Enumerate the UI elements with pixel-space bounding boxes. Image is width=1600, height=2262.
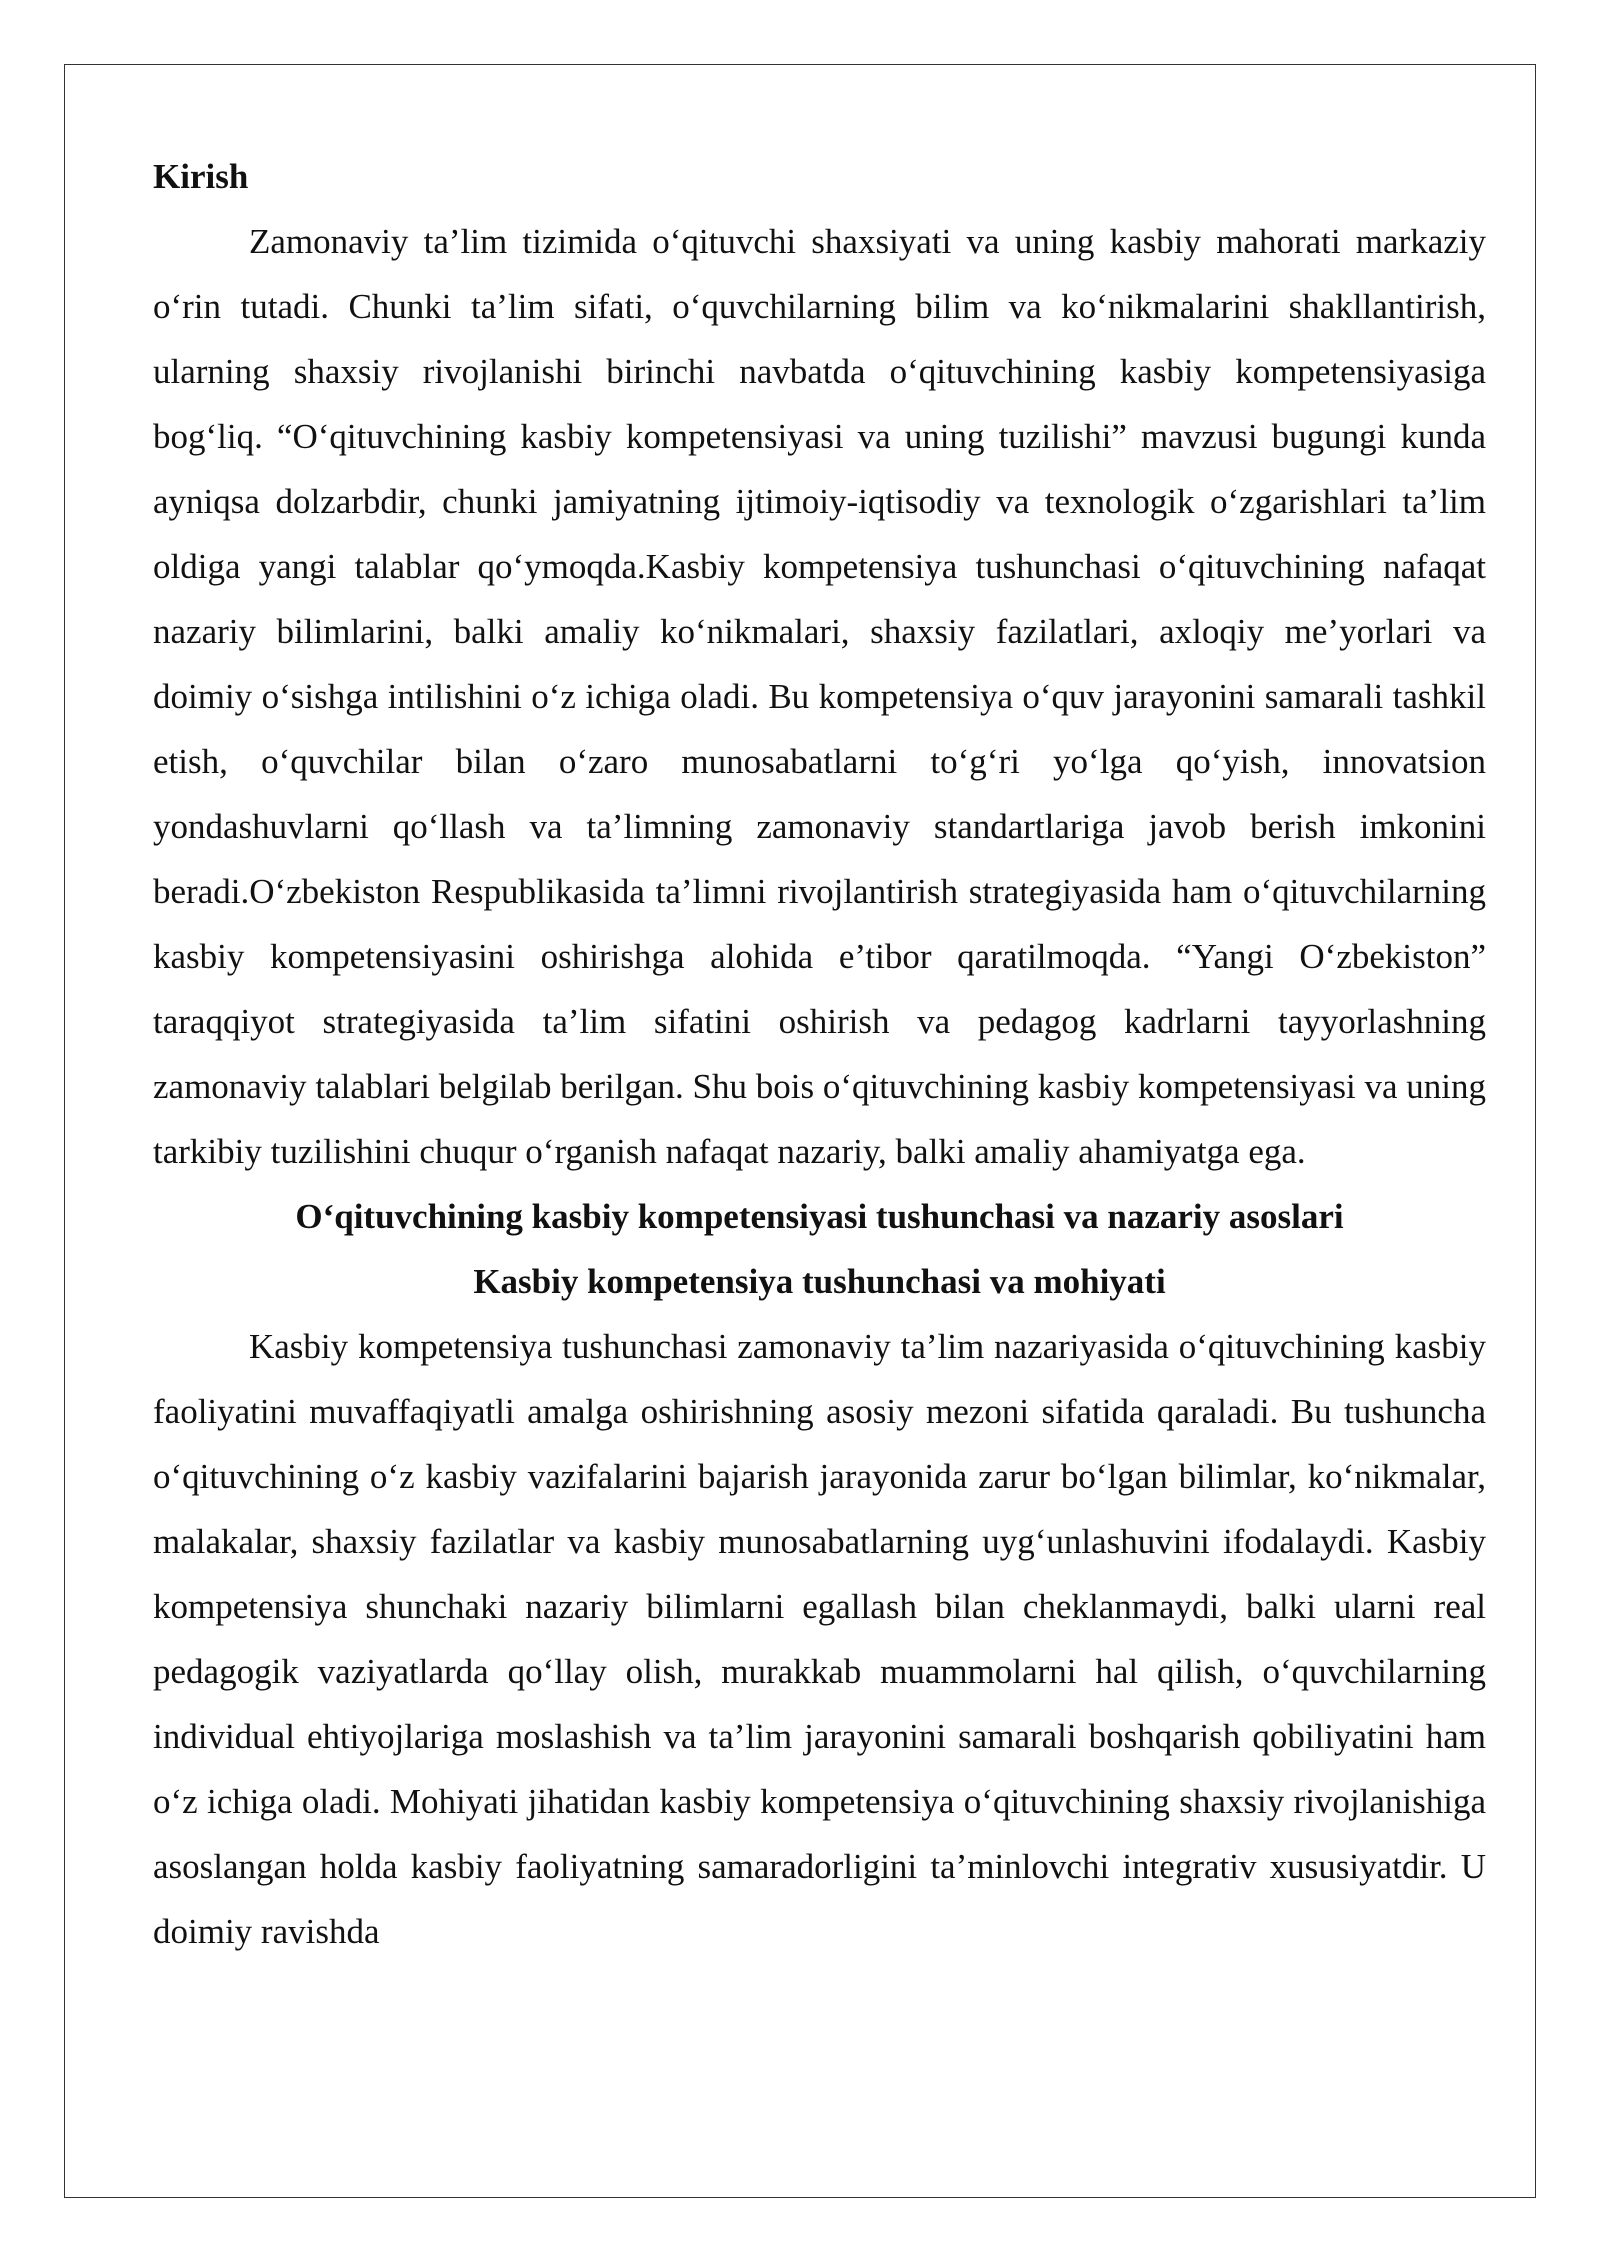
paragraph-intro: Zamonaviy ta’lim tizimida o‘qituvchi shaxsiyati va uning kasbiy mahorati markaziy o‘rin tutadi. Chunki ta’lim sifati, o‘quvchilarning bilim va ko‘nikmalarini shakllantirish, ularning shaxsiy rivojlanishi birinchi navbatda o‘qituvchining kasbiy kompetensiyasiga bog‘liq. “O‘qituvchining kasbiy kompetensiyasi va uning tuzilishi” mavzusi bugungi kunda ayniqsa dolzarbdir, chunki jamiyatning ijtimoiy-iqtisodiy va texnologik o‘zgarishlari ta’lim oldiga yangi talablar qo‘ymoqda.Kasbiy kompetensiya tushunchasi o‘qituvchining nafaqat nazariy bilimlarini, balki amaliy ko‘nikmalari, shaxsiy fazilatlari, axloqiy me’yorlari va doimiy o‘sishga intilishini o‘z ichiga oladi. Bu kompetensiya o‘quv jarayonini samarali tashkil etish, o‘quvchilar bilan o‘zaro munosabatlarni to‘g‘ri yo‘lga qo‘yish, innovatsion yondashuvlarni qo‘llash va ta’limning zamonaviy standartlariga javob berish imkonini beradi.O‘zbekiston Respublikasida ta’limni rivojlantirish strategiyasida ham o‘qituvchilarning kasbiy kompetensiyasini oshirishga alohida e’tibor qaratilmoqda. “Yangi O‘zbekiston” taraqqiyot strategiyasida ta’lim sifatini oshirish va pedagog kadrlarni tayyorlashning zamonaviy talablari belgilab berilgan. Shu bois o‘qituvchining kasbiy kompetensiyasi va uning tarkibiy tuzilishini chuqur o‘rganish nafaqat nazariy, balki amaliy ahamiyatga ega. [153, 222, 1486, 1171]
subsection-heading: Kasbiy kompetensiya tushunchasi va mohiyati [473, 1262, 1166, 1301]
section-heading: O‘qituvchining kasbiy kompetensiyasi tushunchasi va nazariy asoslari [295, 1197, 1344, 1236]
document-body [153, 144, 1486, 1964]
paragraph-section: Kasbiy kompetensiya tushunchasi zamonaviy ta’lim nazariyasida o‘qituvchining kasbiy faoliyatini muvaffaqiyatli amalga oshirishning asosiy mezoni sifatida qaraladi. Bu tushuncha o‘qituvchining o‘z kasbiy vazifalarini bajarish jarayonida zarur bo‘lgan bilimlar, ko‘nikmalar, malakalar, shaxsiy fazilatlar va kasbiy munosabatlarning uyg‘unlashuvini ifodalaydi. Kasbiy kompetensiya shunchaki nazariy bilimlarni egallash bilan cheklanmaydi, balki ularni real pedagogik vaziyatlarda qo‘llay olish, murakkab muammolarni hal qilish, o‘quvchilarning individual ehtiyojlariga moslashish va ta’lim jarayonini samarali boshqarish qobiliyatini ham o‘z ichiga oladi. Mohiyati jihatidan kasbiy kompetensiya o‘qituvchining shaxsiy rivojlanishiga asoslangan holda kasbiy faoliyatning samaradorligini ta’minlovchi integrativ xususiyatdir. U doimiy ravishda [153, 1327, 1486, 1951]
heading-kirish: Kirish [153, 157, 249, 196]
